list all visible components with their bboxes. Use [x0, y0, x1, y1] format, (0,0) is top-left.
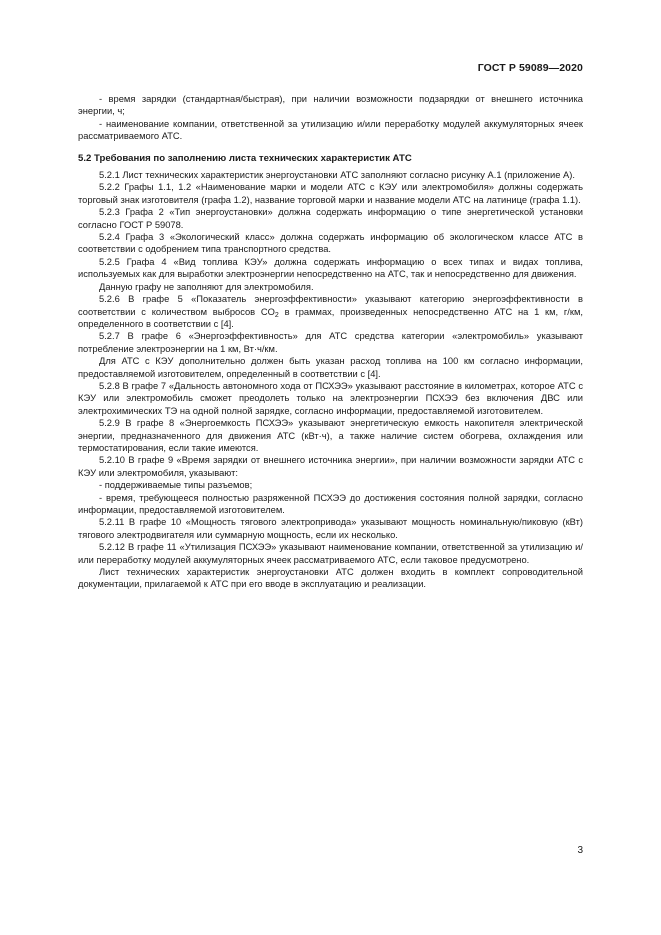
standard-header: ГОСТ Р 59089—2020 [477, 62, 583, 74]
co2-subscript: 2 [274, 311, 279, 319]
intro-item-2: - наименование компании, ответственной за утилизацию и/или переработку модулей аккумуляторных ячеек рассматриваемого АТС. [78, 118, 583, 142]
intro-item-1: - время зарядки (стандартная/быстрая), при наличии возможности подзарядки от внешнего источника энергии, ч; [78, 94, 583, 117]
page-number: 3 [577, 845, 583, 856]
list-item-charge-time: - время, требующееся полностью разряженной ПСХЭЭ до достижения состояния полной зарядки, согласно информации, предоставляемой изготовителем. [78, 492, 583, 515]
paragraph-5-2-1: 5.2.1 Лист технических характеристик энергоустановки АТС заполняют согласно рисунку А.1 (приложение А). [99, 170, 575, 181]
paragraph-5-2-11: 5.2.11 В графе 10 «Мощность тягового электропривода» указывают мощность номинальную/пиковую (кВт) тягового электродвигателя или суммарную мощность, если их несколько. [78, 517, 583, 540]
paragraph-5-2-3: 5.2.3 Графа 2 «Тип энергоустановки» должна содержать информацию о типе энергетической установки согласно ГОСТ Р 59078. [78, 207, 583, 230]
paragraph-5-2-9: 5.2.9 В графе 8 «Энергоемкость ПСХЭЭ» указывают энергетическую емкость накопителя электрической энергии, предназначенного для движения АТС (кВт·ч), а также наличие систем обогрева, охлаждения или термостатирования, если такие имеются. [78, 418, 583, 453]
paragraph-5-2-7: 5.2.7 В графе 6 «Энергоэффективность» для АТС средства категории «электромобиль» указывают потребление электроэнергии на 1 км, Вт·ч/км. [78, 331, 583, 354]
section-title: 5.2 Требования по заполнению листа технических характеристик АТС [78, 152, 412, 164]
paragraph-5-2-6-after: в граммах, произведенных непосредственно АТС на 1 км, г/км, определенного в соответствии с [4]. [78, 306, 583, 329]
paragraph-5-2-6 [78, 293, 583, 330]
paragraph-5-2-12: 5.2.12 В графе 11 «Утилизация ПСХЭЭ» указывают наименование компании, ответственной за утилизацию и/или переработку модулей аккумуляторных ячеек рассматриваемого АТС, если таковое предусмотрено. [78, 542, 583, 565]
list-item-connectors: - поддерживаемые типы разъемов; [99, 480, 253, 491]
paragraph-5-2-2: 5.2.2 Графы 1.1, 1.2 «Наименование марки и модели АТС с КЭУ или электромобиля» должны содержать торговый знак изготовителя (графа 1.2), название торговой марки и название модели АТС на латинице (графа 1.1). [78, 182, 583, 205]
paragraph-5-2-8: 5.2.8 В графе 7 «Дальность автономного хода от ПСХЭЭ» указывают расстояние в километрах, которое АТС с КЭУ или электромобиль сможет преодолеть только на электроэнергии ПСХЭЭ без включения ДВС или электрохимических ТЭ на одной полной зарядке, согласно информации, предоставляемой изготовителем. [78, 380, 583, 416]
paragraph-closing: Лист технических характеристик энергоустановки АТС должен входить в комплект сопроводительной документации, прилагаемой к АТС при его вводе в эксплуатацию и реализации. [78, 567, 583, 590]
paragraph-keu-fuel: Для АТС с КЭУ дополнительно должен быть указан расход топлива на 100 км согласно информации, предоставляемой изготовителем, определенный в соответствии с [4]. [78, 356, 583, 379]
paragraph-5-2-6-before: 5.2.6 В графе 5 «Показатель энергоэффективности» указывают категорию энергоэффективности в соответствии с количеством выбросов CO [78, 294, 583, 317]
paragraph-5-2-10: 5.2.10 В графе 9 «Время зарядки от внешнего источника энергии», при наличии возможности зарядки АТС с КЭУ или электромобиля, указывают: [78, 455, 583, 478]
document-body [78, 93, 583, 591]
paragraph-electromobile-note: Данную графу не заполняют для электромобиля. [99, 281, 314, 292]
paragraph-5-2-5: 5.2.5 Графа 4 «Вид топлива КЭУ» должна содержать информацию о всех типах и видах топлива, используемых как для выработки электроэнергии непосредственно на АТС, так и непосредственно для движения. [78, 256, 583, 280]
paragraph-5-2-4: 5.2.4 Графа 3 «Экологический класс» должна содержать информацию об экологическом классе АТС в соответствии с одобрением типа транспортного средства. [78, 232, 583, 255]
